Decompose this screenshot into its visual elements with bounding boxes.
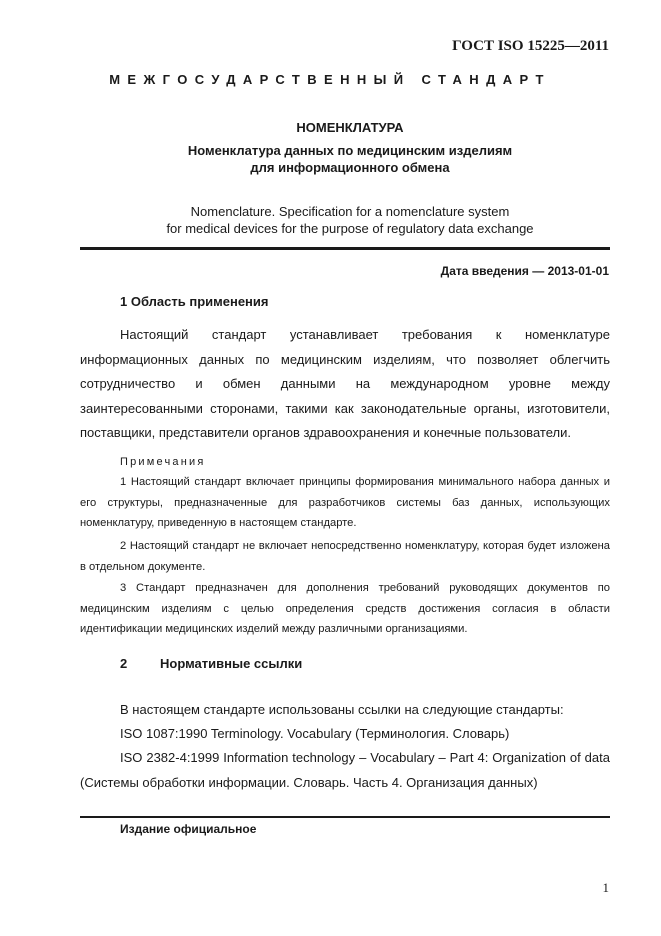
interstate-standard-label: МЕЖГОСУДАРСТВЕННЫЙ СТАНДАРТ (109, 72, 551, 87)
document-subtitle-line-2: для информационного обмена (250, 160, 450, 175)
document-subtitle-line-1: Номенклатура данных по медицинским изделиям (187, 143, 513, 158)
note-1: 1 Настоящий стандарт включает принципы формирования минимального набора данных и его структуры, предназначенные для разработчиков системы баз данных, использующих номенклатуру, приведенную в настоящем стандарте. (80, 476, 610, 530)
introduction-date: Дата введения — 2013-01-01 (440, 264, 609, 278)
official-edition-label: Издание официальное (120, 822, 257, 836)
document-title: НОМЕНКЛАТУРА (296, 120, 404, 135)
english-title-line-1: Nomenclature. Specification for a nomenclature system (190, 204, 510, 219)
note-2: 2 Настоящий стандарт не включает непосредственно номенклатуру, которая будет изложена в отдельном документе. (80, 540, 610, 573)
footer-divider (80, 816, 610, 818)
page-number: 1 (602, 880, 609, 895)
reference-iso-1087: ISO 1087:1990 Terminology. Vocabulary (Терминология. Словарь) (120, 726, 510, 741)
standard-code: ГОСТ ISO 15225—2011 (452, 38, 609, 54)
section-2-intro: В настоящем стандарте использованы ссылки на следующие стандарты: (120, 702, 564, 717)
section-2-heading: Нормативные ссылки (160, 656, 303, 671)
english-title-line-2: for medical devices for the purpose of regulatory data exchange (166, 221, 534, 236)
reference-iso-2382-4: ISO 2382-4:1999 Information technology – Vocabulary – Part 4: Organization of data (Системы обработки информации. Словарь. Часть 4. Организация данных) (80, 750, 610, 790)
title-divider (80, 247, 610, 250)
section-1-heading: 1 Область применения (120, 294, 269, 309)
section-2-number: 2 (120, 656, 128, 671)
note-3: 3 Стандарт предназначен для дополнения требований руководящих документов по медицинским изделиям с целью определения средств достижения согласия в области идентификации медицинских изделий между различными организациями. (80, 582, 610, 636)
notes-label: Примечания (120, 456, 206, 468)
section-1-paragraph: Настоящий стандарт устанавливает требования к номенклатуре информационных данных по медицинским изделиям, что позволяет облегчить сотрудничество и обмен данными на международном уровне между заинтересованными сторонами, такими как законодательные органы, изготовители, поставщики, представители органов здравоохранения и конечные пользователи. (80, 327, 610, 440)
